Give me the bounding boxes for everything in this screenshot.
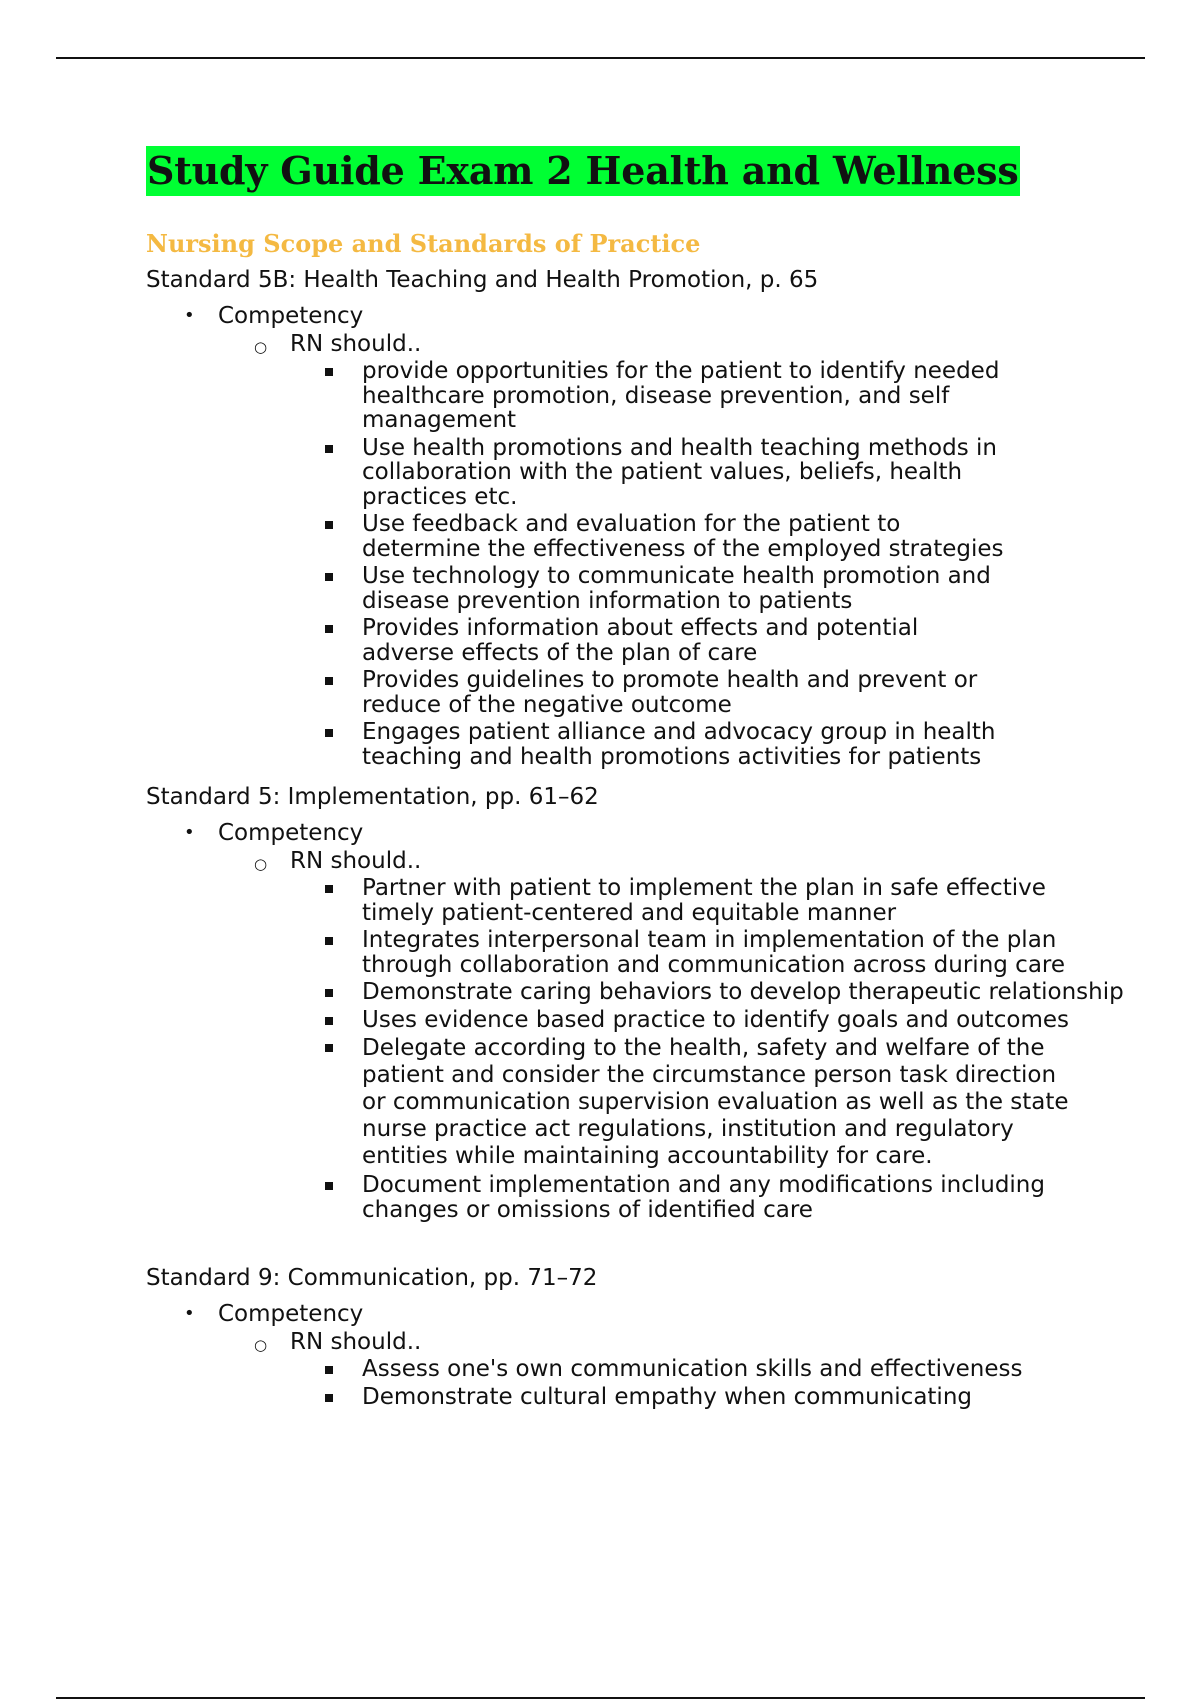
section-heading: Nursing Scope and Standards of Practice (146, 229, 701, 258)
standard-heading: Standard 9: Communication, pp. 71–72 (146, 1265, 598, 1291)
competency-item (146, 820, 1166, 1222)
standard-heading: Standard 5: Implementation, pp. 61–62 (146, 784, 599, 810)
bullet-square-icon (325, 937, 333, 945)
bullet-square-icon (325, 573, 333, 581)
standard-heading: Standard 5B: Health Teaching and Health Promotion, p. 65 (146, 267, 819, 293)
bullet-circle-icon: ○ (254, 855, 268, 873)
rn-should-item (218, 848, 1166, 1222)
competency-list (146, 820, 1166, 1222)
bullet-square-icon (325, 885, 333, 893)
rn-should-label: RN should.. (290, 848, 422, 874)
bullet-square-icon (325, 729, 333, 737)
bullet-dot-icon: • (184, 1303, 195, 1324)
competency-item (146, 303, 1166, 769)
bullet-square-icon (325, 1044, 333, 1052)
list-item: Partner with patient to implement the plan in safe effective timely patient-centered and equitable manner (290, 876, 1082, 925)
bullet-dot-icon: • (184, 305, 195, 326)
rn-should-label: RN should.. (290, 331, 422, 357)
bullet-square-icon (325, 445, 333, 453)
bullet-square-icon (325, 625, 333, 633)
list-item: provide opportunities for the patient to identify needed healthcare promotion, disease prevention, and self management (290, 359, 1010, 433)
competency-label: Competency (218, 820, 364, 846)
list-item: Provides guidelines to promote health and prevent or reduce of the negative outcome (290, 668, 1010, 717)
list-item: Document implementation and any modifications including changes or omissions of identified care (290, 1173, 1122, 1222)
bullet-square-icon (325, 1394, 333, 1402)
top-rule (56, 57, 1145, 59)
standard-block (146, 782, 1166, 1222)
bullet-square-icon (325, 521, 333, 529)
bullet-circle-icon: ○ (254, 1336, 268, 1354)
competency-item (146, 1301, 1166, 1409)
list-item: Use health promotions and health teaching methods in collaboration with the patient values, beliefs, health practices etc. (290, 436, 1010, 510)
list-item: Demonstrate cultural empathy when communicating (290, 1385, 1166, 1410)
list-item: Provides information about effects and potential adverse effects of the plan of care (290, 616, 1010, 665)
competency-label: Competency (218, 303, 364, 329)
rn-should-item (218, 331, 1166, 769)
bullet-square-icon (325, 989, 333, 997)
rn-should-list (218, 848, 1166, 1222)
bullet-dot-icon: • (184, 822, 195, 843)
standard-block (146, 265, 1166, 769)
practice-items (290, 1357, 1166, 1409)
document-body (146, 146, 1166, 1412)
bullet-square-icon (325, 368, 333, 376)
rn-should-list (218, 1329, 1166, 1409)
practice-items (290, 876, 1166, 1222)
document-title: Study Guide Exam 2 Health and Wellness (146, 146, 1020, 196)
rn-should-list (218, 331, 1166, 769)
list-item: Use feedback and evaluation for the patient to determine the effectiveness of the employed strategies (290, 512, 1010, 561)
list-item: Assess one's own communication skills and effectiveness (290, 1357, 1166, 1382)
list-item: Engages patient alliance and advocacy group in health teaching and health promotions activities for patients (290, 720, 1010, 769)
list-item: Delegate according to the health, safety and welfare of the patient and consider the circumstance person task direction or communication supervision evaluation as well as the state nurse practice act regulations, institution and regulatory entities while maintaining accountability for care. (290, 1035, 1082, 1170)
list-item: Integrates interpersonal team in implementation of the plan through collaboration and communication across during care (290, 928, 1082, 977)
bullet-square-icon (325, 1366, 333, 1374)
standard-block (146, 1263, 1166, 1409)
list-item: Demonstrate caring behaviors to develop therapeutic relationship (290, 980, 1166, 1005)
competency-list (146, 1301, 1166, 1409)
bullet-square-icon (325, 1182, 333, 1190)
bullet-circle-icon: ○ (254, 338, 268, 356)
bullet-square-icon (325, 677, 333, 685)
practice-items (290, 359, 1010, 769)
competency-label: Competency (218, 1301, 364, 1327)
bullet-square-icon (325, 1017, 333, 1025)
list-item: Use technology to communicate health promotion and disease prevention information to patients (290, 564, 1010, 613)
competency-list (146, 303, 1166, 769)
rn-should-label: RN should.. (290, 1329, 422, 1355)
rn-should-item (218, 1329, 1166, 1409)
bottom-rule (56, 1697, 1145, 1699)
list-item: Uses evidence based practice to identify goals and outcomes (290, 1008, 1166, 1033)
